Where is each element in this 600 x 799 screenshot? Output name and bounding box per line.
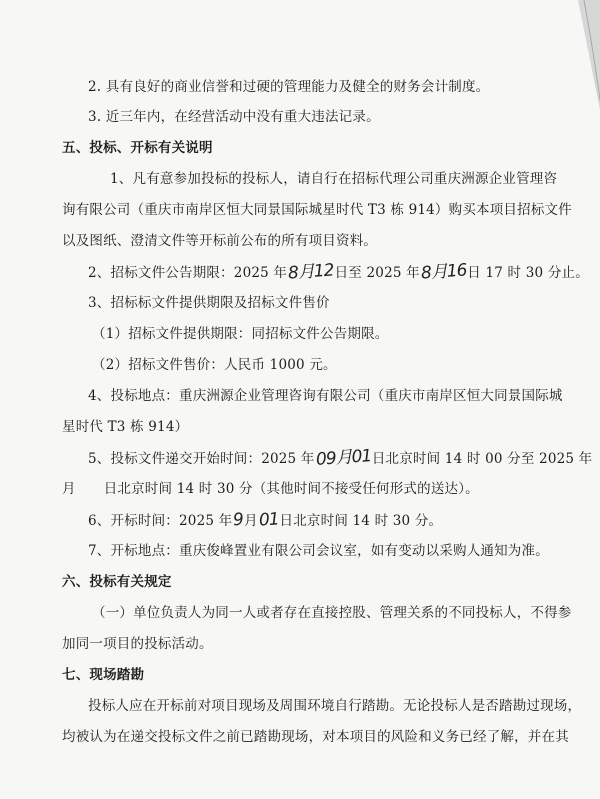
opening-time-month: 月	[244, 513, 258, 529]
submission-time-line2	[62, 480, 479, 498]
bidding-note-1-line1: 1、凡有意参加投标的投标人，请自行在招标代理公司重庆洲源企业管理咨	[110, 171, 558, 187]
handwritten-end-date: 8月16	[420, 260, 467, 284]
submission-time-rest: 日北京时间 14 时 00 分至 2025 年	[371, 451, 593, 467]
bidding-location-line2: 星时代 T3 栋 914）	[62, 419, 189, 435]
submission-month-label: 月	[62, 481, 76, 497]
bidding-note-1-line2: 询有限公司（重庆市南岸区恒大同景国际城星时代 T3 栋 914）购买本项目招标文件	[62, 202, 572, 218]
handwritten-start-date: 8月12	[287, 260, 335, 284]
qualification-item-3: 3. 近三年内，在经营活动中没有重大违法记录。	[88, 109, 380, 125]
announcement-period-mid: 日至 2025 年	[334, 265, 420, 281]
handwritten-open-month: 9	[232, 509, 244, 531]
section-5-heading: 五、投标、开标有关说明	[62, 140, 213, 156]
bidding-note-3-1: （1）招标文件提供期限：同招标文件公告期限。	[92, 326, 389, 342]
opening-time	[88, 511, 442, 530]
handwritten-open-day: 01	[258, 509, 280, 531]
opening-location: 7、开标地点：重庆俊峰置业有限公司会议室，如有变动以采购人通知为准。	[88, 543, 549, 559]
site-visit-line2: 均被认为在递交投标文件之前已踏勘现场，对本项目的风险和义务已经了解，并在其	[62, 729, 569, 745]
qualification-item-2: 2. 具有良好的商业信誉和过硬的管理能力及健全的财务会计制度。	[88, 79, 490, 95]
section-6-heading: 六、投标有关规定	[62, 574, 172, 590]
scan-edge-shadow	[540, 0, 600, 120]
submission-time-label: 5、投标文件递交开始时间：2025 年	[88, 451, 315, 467]
bidding-note-3: 3、招标标文件提供期限及招标文件售价	[88, 295, 330, 311]
announcement-period	[88, 260, 589, 284]
site-visit-line1: 投标人应在开标前对项目现场及周围环境自行踏勘。无论投标人是否踏勘过现场，	[88, 698, 582, 714]
opening-time-label: 6、开标时间：2025 年	[88, 513, 233, 529]
handwritten-submit-date: 09月01	[314, 446, 372, 470]
regulation-1-line2: 加同一项目的投标活动。	[62, 636, 213, 652]
bidding-note-1-line3: 以及图纸、澄清文件等开标前公布的所有项目资料。	[62, 233, 378, 249]
bidding-location-line1: 4、投标地点：重庆洲源企业管理咨询有限公司（重庆市南岸区恒大同景国际城	[88, 388, 563, 404]
submission-time-end: 日北京时间 14 时 30 分（其他时间不接受任何形式的送达）。	[103, 481, 479, 497]
announcement-period-label: 2、招标文件公告期限：2025 年	[88, 265, 288, 281]
submission-time-line1	[88, 446, 593, 470]
bidding-note-3-2: （2）招标文件售价：人民币 1000 元。	[92, 357, 337, 373]
section-7-heading: 七、现场踏勘	[62, 667, 145, 683]
announcement-period-end: 日 17 时 30 分止。	[467, 265, 589, 281]
regulation-1-line1: （一）单位负责人为同一人或者存在直接控股、管理关系的不同投标人，不得参	[92, 605, 572, 621]
opening-time-rest: 日北京时间 14 时 30 分。	[279, 513, 443, 529]
